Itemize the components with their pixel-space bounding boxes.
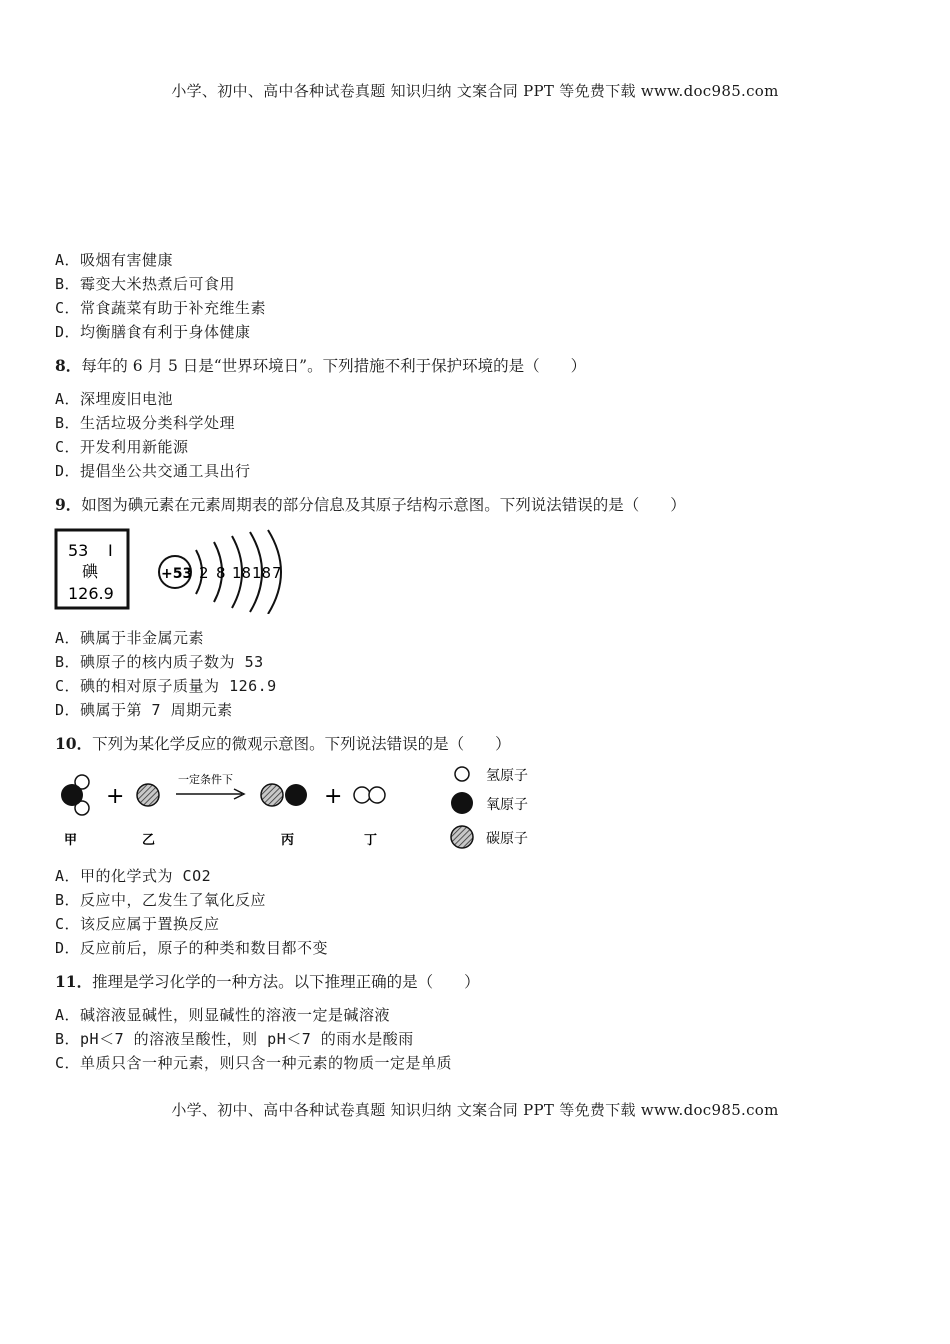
- page-header: 小学、初中、高中各种试卷真题 知识归纳 文案合同 PPT 等免费下载 www.doc985.com: [171, 82, 779, 100]
- q11-option-b: B．pH＜7 的溶液呈酸性，则 pH＜7 的雨水是酸雨: [55, 1030, 414, 1048]
- q9-option-b: B．碘原子的核内质子数为 53: [55, 653, 264, 671]
- q10-option-a: A．甲的化学式为 CO2: [55, 867, 212, 885]
- q10-option-d: D．反应前后，原子的种类和数目都不变: [55, 939, 329, 957]
- q8-option-b: B．生活垃圾分类科学处理: [55, 414, 236, 432]
- q10-number: 10．: [55, 734, 93, 753]
- legend-hydrogen-icon: [455, 767, 469, 781]
- atomic-mass: 126.9: [68, 584, 114, 603]
- reaction-figure: [56, 762, 556, 858]
- q7-option-a: A．吸烟有害健康: [55, 251, 174, 269]
- q7-option-b: B．霉变大米热煮后可食用: [55, 275, 236, 293]
- q9-option-d: D．碘属于第 7 周期元素: [55, 701, 233, 719]
- oxygen-atom: [285, 784, 307, 806]
- plus-sign: +: [106, 784, 125, 809]
- q8-option-c: C．开发利用新能源: [55, 438, 189, 456]
- legend-oxygen-icon: [451, 792, 473, 814]
- legend-carbon-label: 碳原子: [486, 831, 528, 847]
- q10-option-b: B．反应中，乙发生了氧化反应: [55, 891, 267, 909]
- q11-stem: [55, 970, 480, 992]
- element-name: 碘: [82, 562, 99, 581]
- reactant-label-jia: 甲: [64, 833, 78, 848]
- q8-option-d: D．提倡坐公共交通工具出行: [55, 462, 251, 480]
- q8-number: 8．: [55, 356, 82, 375]
- shell-count: 7: [272, 564, 282, 582]
- q9-option-a: A．碘属于非金属元素: [55, 629, 205, 647]
- shell-count: 18: [252, 564, 272, 582]
- shell-count: 18: [232, 564, 252, 582]
- q8-stem-text: 每年的 6 月 5 日是“世界环境日”。下列措施不利于保护环境的是（ ）: [81, 357, 587, 375]
- q9-stem-text: 如图为碘元素在元素周期表的部分信息及其原子结构示意图。下列说法错误的是（ ）: [81, 496, 686, 514]
- iodine-figure: [54, 528, 294, 614]
- q7-option-d: D．均衡膳食有利于身体健康: [55, 323, 251, 341]
- element-symbol: I: [108, 541, 113, 560]
- oxygen-atom: [61, 784, 83, 806]
- legend-carbon-icon: [451, 826, 473, 848]
- hydrogen-atom: [354, 787, 370, 803]
- q9-option-c: C．碘的相对原子质量为 126.9: [55, 677, 277, 695]
- product-label-ding: 丁: [364, 833, 378, 848]
- carbon-atom: [261, 784, 283, 806]
- hydrogen-atom: [369, 787, 385, 803]
- shell-count: 2: [199, 564, 209, 582]
- q10-stem-text: 下列为某化学反应的微观示意图。下列说法错误的是（ ）: [92, 735, 511, 753]
- nucleus-charge: +53: [161, 566, 193, 582]
- q11-number: 11．: [55, 972, 93, 991]
- q11-option-a: A．碱溶液显碱性，则显碱性的溶液一定是碱溶液: [55, 1006, 391, 1024]
- q11-option-c: C．单质只含一种元素，则只含一种元素的物质一定是单质: [55, 1054, 453, 1072]
- q8-option-a: A．深埋废旧电池: [55, 390, 174, 408]
- q8-stem: [55, 354, 586, 376]
- q10-option-c: C．该反应属于置换反应: [55, 915, 220, 933]
- q9-number: 9．: [55, 495, 82, 514]
- legend-oxygen-label: 氧原子: [486, 797, 528, 813]
- atomic-number: 53: [68, 541, 89, 560]
- reaction-condition: 一定条件下: [178, 773, 233, 786]
- plus-sign: +: [324, 784, 343, 809]
- q9-stem: [55, 493, 686, 515]
- page-footer: 小学、初中、高中各种试卷真题 知识归纳 文案合同 PPT 等免费下载 www.doc985.com: [171, 1101, 779, 1119]
- reactant-label-yi: 乙: [142, 833, 156, 848]
- product-label-bing: 丙: [281, 833, 295, 848]
- q11-stem-text: 推理是学习化学的一种方法。以下推理正确的是（ ）: [92, 973, 480, 991]
- carbon-atom: [137, 784, 159, 806]
- legend-hydrogen-label: 氢原子: [486, 768, 528, 784]
- q7-option-c: C．常食蔬菜有助于补充维生素: [55, 299, 267, 317]
- q10-stem: [55, 732, 511, 754]
- shell-count: 8: [216, 564, 226, 582]
